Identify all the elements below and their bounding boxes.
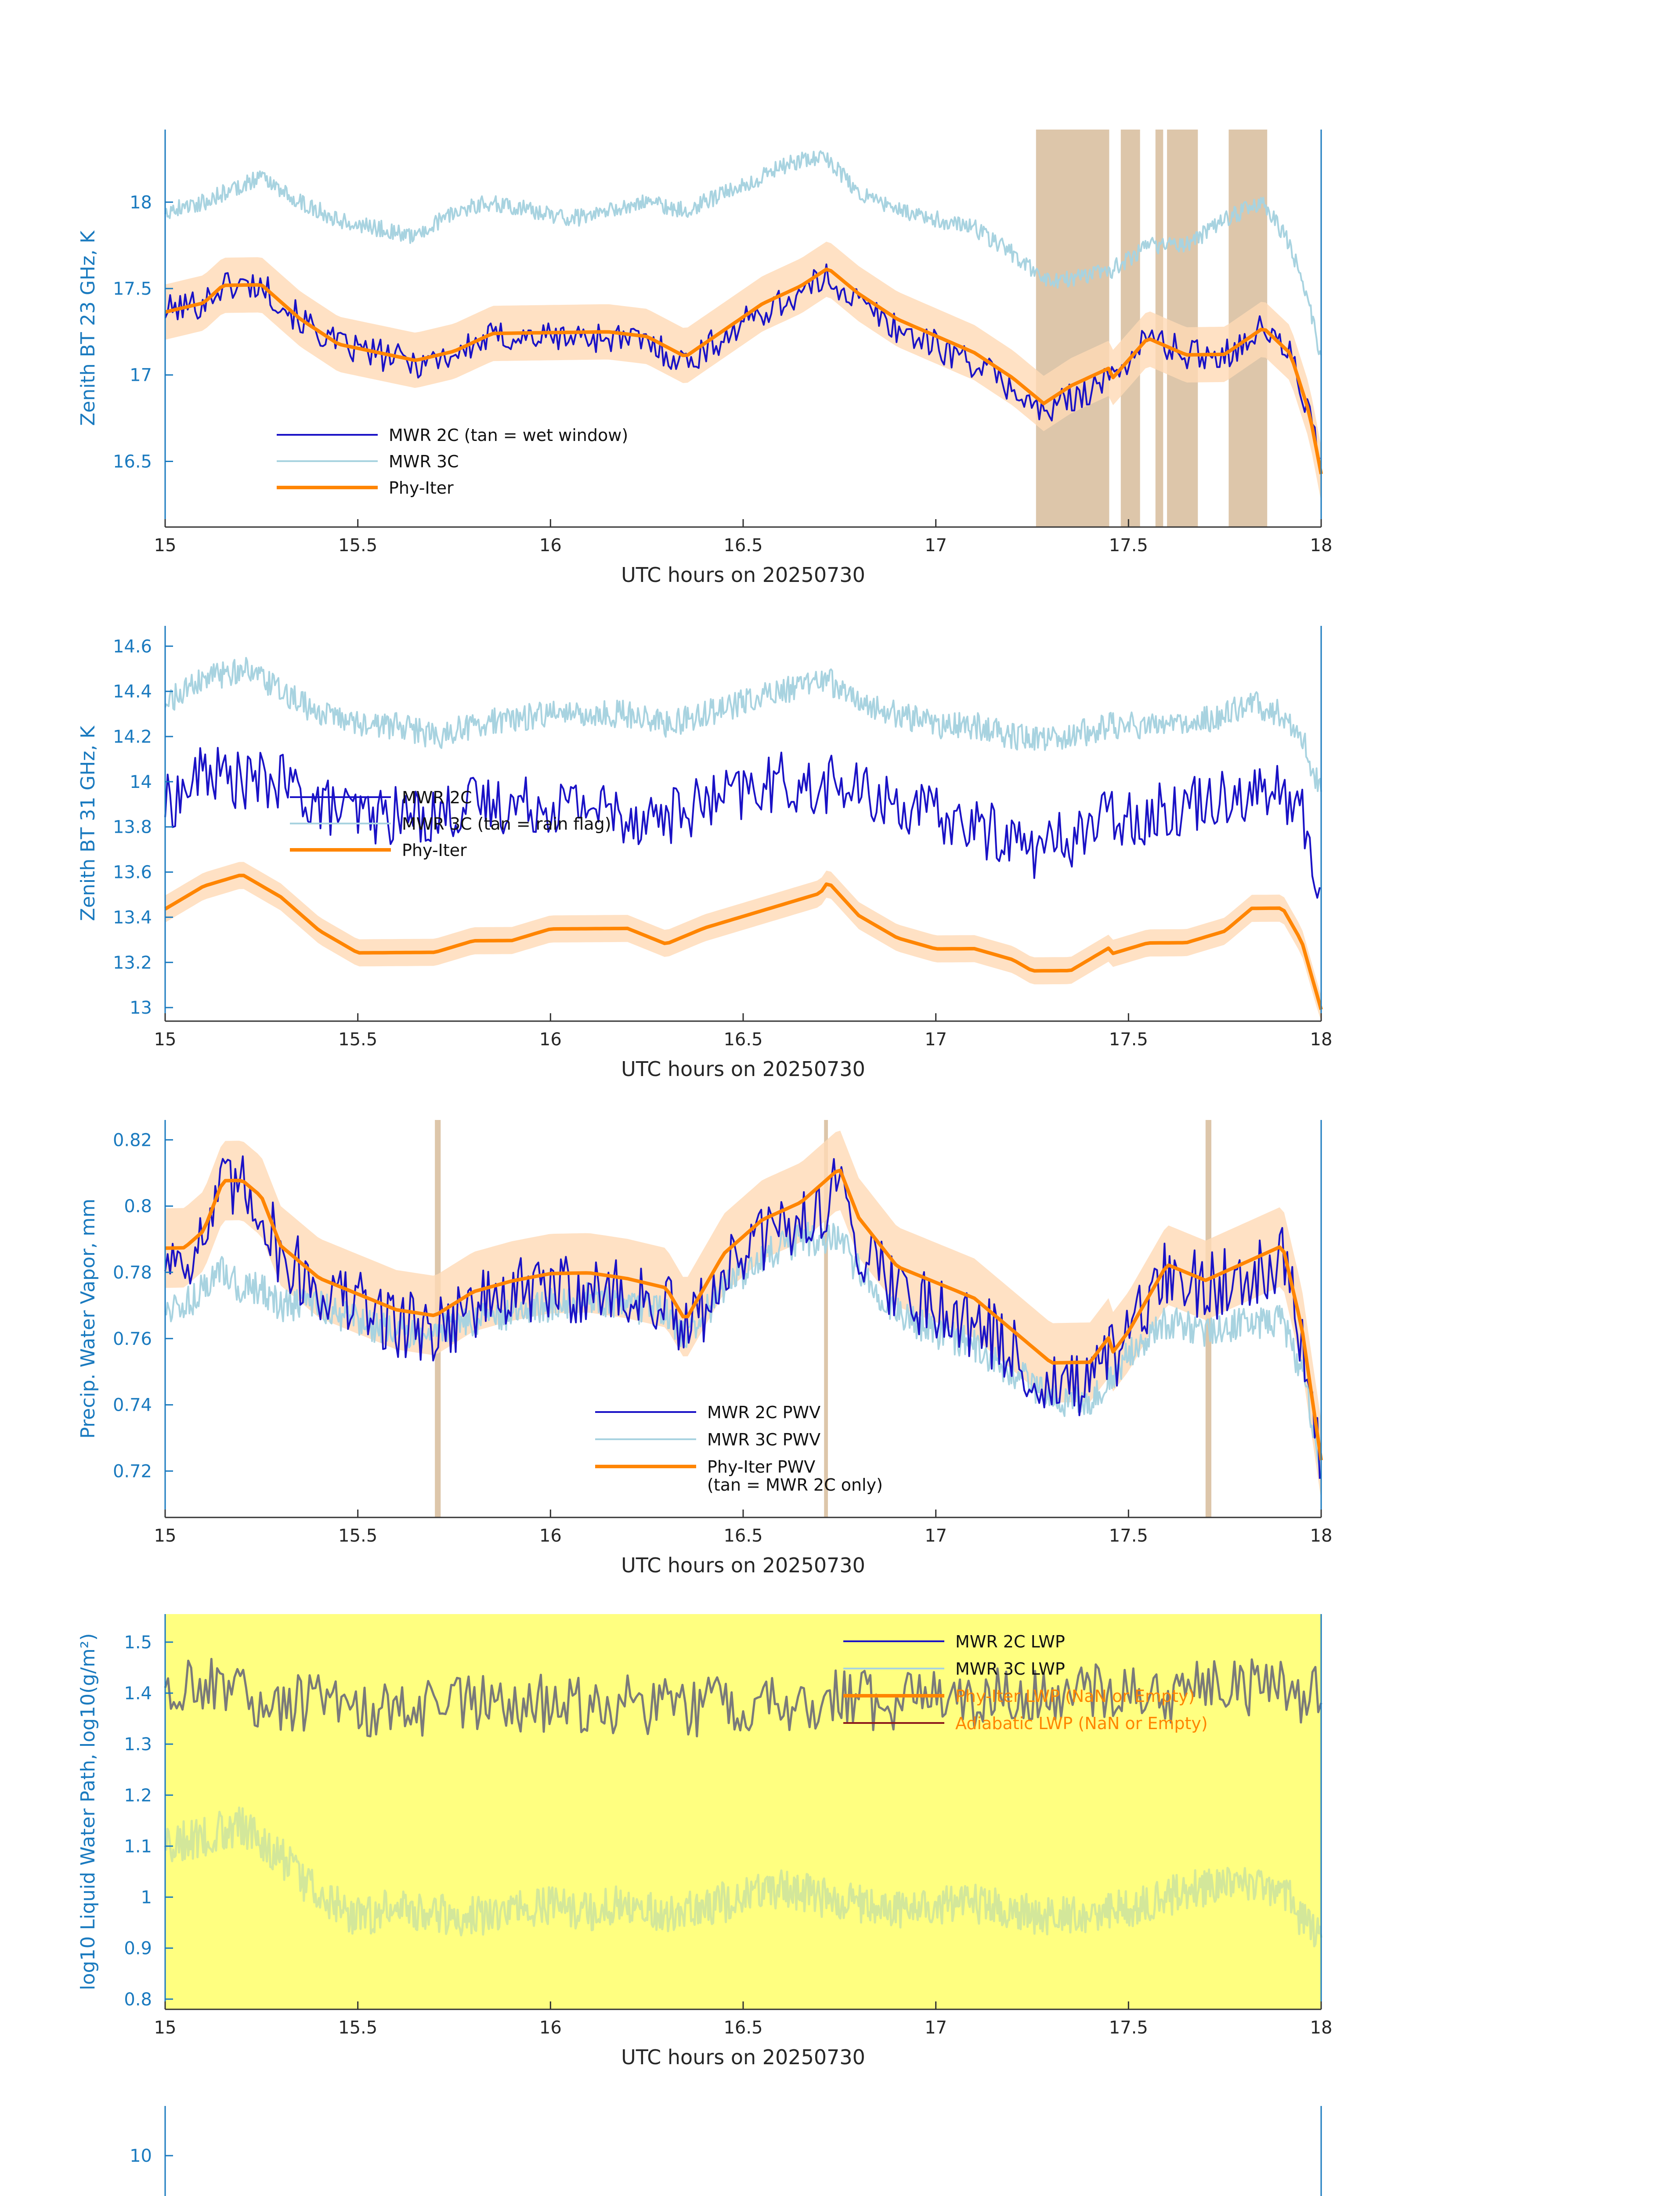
y-axis-label: Zenith BT 31 GHz, K [77,726,99,921]
x-tick-label: 16.5 [723,1526,763,1546]
legend-label: MWR 3C LWP [955,1659,1065,1679]
y-tick-label: 0.8 [124,1196,152,1217]
y-tick-label: 14.6 [112,636,152,657]
panel-4 [77,1614,1332,2069]
x-axis-label: UTC hours on 20250730 [621,1553,865,1577]
y-tick-label: 0.78 [112,1262,152,1283]
y-tick-label: 13 [130,998,152,1019]
x-axis-label: UTC hours on 20250730 [621,563,865,587]
y-tick-label: 0.76 [112,1329,152,1349]
legend-label: (tan = MWR 2C only) [707,1475,883,1495]
y-tick-label: 0.8 [124,1989,152,2010]
y-tick-label: 14 [130,772,152,792]
legend-label: Phy-Iter PWV [707,1457,816,1477]
legend-label: MWR 3C [389,452,459,471]
x-tick-label: 17 [925,535,947,556]
y-tick-label: 18 [130,192,152,213]
y-tick-label: 1.4 [124,1683,152,1704]
x-tick-label: 17.5 [1109,2018,1148,2038]
legend-label: Adiabatic LWP (NaN or Empty) [955,1714,1208,1733]
x-tick-label: 15 [154,535,177,556]
y-tick-label: 10 [130,2146,152,2167]
y-axis-label: Zenith BT 23 GHz, K [77,231,99,426]
x-tick-label: 17.5 [1109,535,1148,556]
legend-label: MWR 2C PWV [707,1403,821,1422]
y-tick-label: 16.5 [112,451,152,472]
y-tick-label: 1.1 [124,1836,152,1857]
x-tick-label: 15.5 [338,1029,378,1050]
y-tick-label: 17.5 [112,279,152,299]
tan-span-1 [1036,130,1109,527]
legend-label: Phy-Iter [389,478,454,498]
x-tick-label: 17 [925,1526,947,1546]
x-tick-label: 16 [539,535,562,556]
panel-4-yellow-background [165,1614,1321,2009]
y-tick-label: 1.2 [124,1785,152,1806]
x-tick-label: 15 [154,2018,177,2038]
x-axis-label: UTC hours on 20250730 [621,1057,865,1081]
x-tick-label: 15 [154,1526,177,1546]
legend-label: Phy-Iter LWP (NaN or Empty) [955,1687,1195,1706]
y-tick-label: 0.74 [112,1395,152,1416]
y-tick-label: 1 [141,1887,152,1908]
x-tick-label: 16.5 [723,1029,763,1050]
x-tick-label: 15.5 [338,535,378,556]
x-tick-label: 15.5 [338,2018,378,2038]
y-tick-label: 0.82 [112,1130,152,1151]
x-tick-label: 17.5 [1109,1029,1148,1050]
x-tick-label: 16 [539,1526,562,1546]
x-tick-label: 16.5 [723,2018,763,2038]
legend-label: Phy-Iter [402,841,467,860]
legend-label: MWR 2C LWP [955,1632,1065,1651]
x-tick-label: 18 [1310,1526,1333,1546]
y-tick-label: 1.3 [124,1734,152,1755]
y-tick-label: 13.2 [112,953,152,973]
x-tick-label: 16.5 [723,535,763,556]
legend-label: MWR 2C [402,788,472,807]
y-tick-label: 13.8 [112,817,152,838]
y-tick-label: 14.2 [112,727,152,747]
y-axis-label: Precip. Water Vapor, mm [77,1199,99,1439]
legend-label: MWR 3C (tan = rain flag) [402,814,611,834]
x-tick-label: 18 [1310,535,1333,556]
y-tick-label: 0.72 [112,1461,152,1482]
legend-label: MWR 2C (tan = wet window) [389,426,629,445]
y-tick-label: 17 [130,365,152,386]
x-tick-label: 15 [154,1029,177,1050]
x-tick-label: 17.5 [1109,1526,1148,1546]
x-tick-label: 17 [925,1029,947,1050]
x-tick-label: 16 [539,2018,562,2038]
x-tick-label: 18 [1310,1029,1333,1050]
y-axis-label: log10 Liquid Water Path, log10(g/m²) [77,1633,99,1990]
y-tick-label: 0.9 [124,1938,152,1959]
y-tick-label: 1.5 [124,1632,152,1653]
x-tick-label: 17 [925,2018,947,2038]
y-tick-label: 14.4 [112,682,152,702]
legend-label: MWR 3C PWV [707,1430,821,1449]
x-axis-label: UTC hours on 20250730 [621,2045,865,2069]
y-tick-label: 13.6 [112,862,152,883]
x-tick-label: 18 [1310,2018,1333,2038]
y-tick-label: 13.4 [112,907,152,928]
x-tick-label: 16 [539,1029,562,1050]
x-tick-label: 15.5 [338,1526,378,1546]
